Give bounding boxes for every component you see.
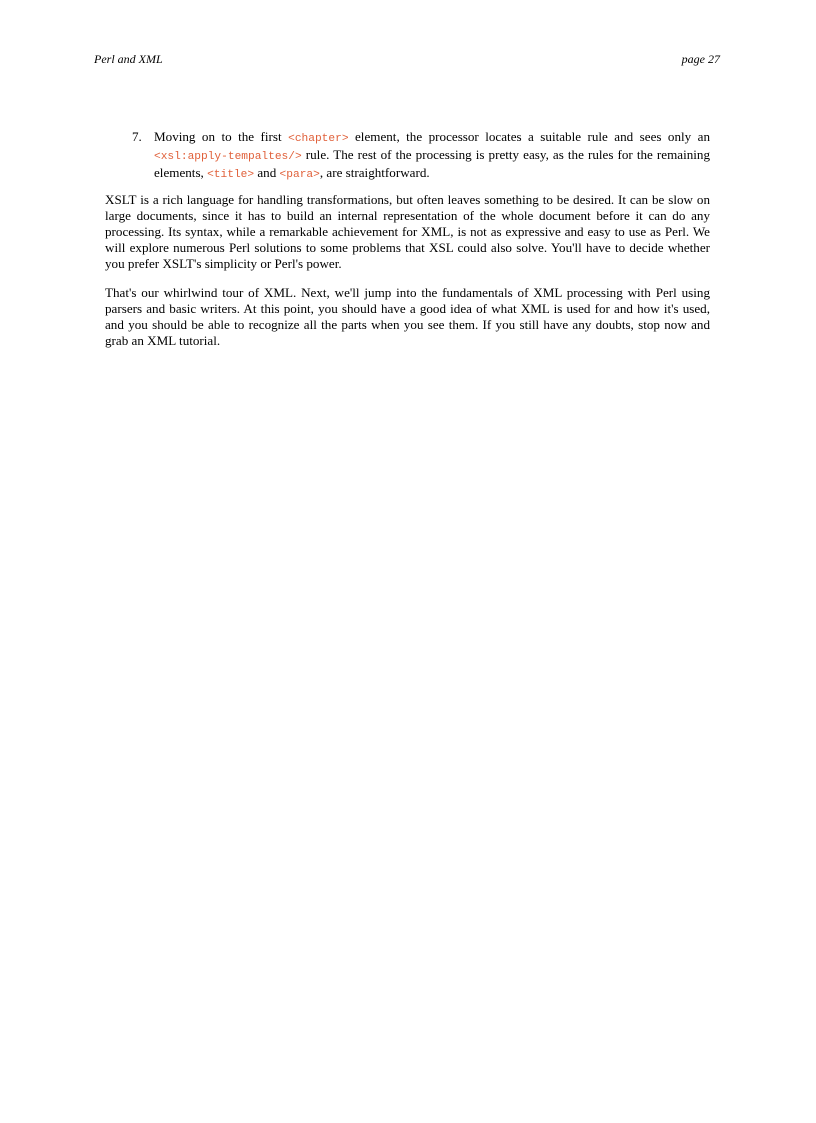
running-title: Perl and XML	[94, 52, 163, 66]
page-header	[94, 52, 720, 68]
list-text-4: and	[254, 165, 280, 180]
code-xsl-apply-templates: <xsl:apply-tempaltes/>	[154, 151, 302, 163]
paragraph-whirlwind-tour: That's our whirlwind tour of XML. Next, we'll jump into the fundamentals of XML processing with Perl using parsers and basic writers. At this point, you should have a good idea of what XML is used for and how it's used, and you should be able to recognize all the parts when you see them. If you still have any doubts, stop now and grab an XML tutorial.	[105, 285, 710, 348]
code-chapter: <chapter>	[288, 133, 349, 145]
numbered-list-item	[132, 129, 711, 183]
list-item-number: 7.	[132, 129, 142, 144]
paragraph-xslt: XSLT is a rich language for handling transformations, but often leaves something to be desired. It can be slow on large documents, since it has to build an internal representation of the whole document before it can do any processing. Its syntax, while a remarkable achievement for XML, is not as expressive and easy to use as Perl. We will explore numerous Perl solutions to some problems that XSL could also solve. You'll have to decide whether you prefer XSLT's simplicity or Perl's power.	[105, 192, 710, 271]
document-body	[105, 129, 710, 362]
list-text-1: Moving on to the first	[154, 129, 289, 144]
code-para: <para>	[279, 169, 320, 181]
list-text-3: rule. The rest of the processing is pretty easy, as the rules for the remaining elements,	[154, 147, 710, 180]
page-number: page 27	[681, 52, 720, 66]
list-text-2: element, the processor locates a suitable rule and sees only an	[348, 129, 711, 144]
code-title: <title>	[207, 169, 255, 181]
list-text-5: , are straightforward.	[319, 165, 430, 180]
